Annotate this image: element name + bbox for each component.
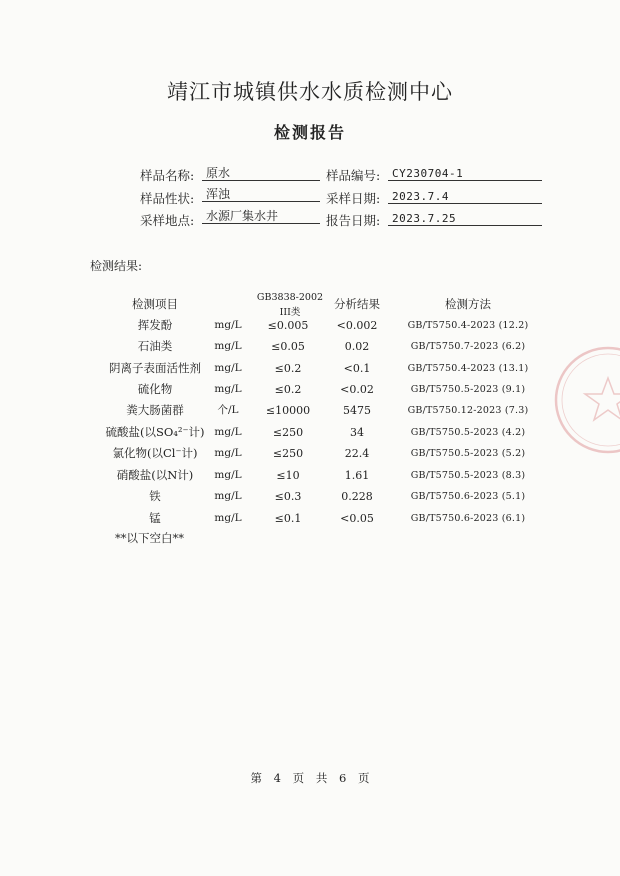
results-heading: 检测结果: [90, 259, 143, 273]
seal-stamp-icon [548, 340, 620, 460]
table-row [0, 315, 620, 336]
row-method: GB/T5750.7-2023 (6.2) [410, 341, 526, 352]
row-result: 34 [350, 426, 364, 439]
sampling-date-label: 采样日期: [326, 191, 381, 206]
row-result: 1.61 [344, 469, 370, 482]
table-row [0, 443, 620, 464]
header-item: 检测项目 [132, 297, 178, 311]
row-unit: mg/L [214, 319, 242, 331]
row-standard: ≤10 [276, 469, 300, 482]
row-unit: mg/L [214, 383, 242, 395]
table-row [0, 465, 620, 486]
row-item: 氯化物(以Cl⁻计) [112, 446, 198, 460]
row-unit: mg/L [214, 512, 242, 524]
table-row [0, 400, 620, 421]
row-item: 硫化物 [137, 382, 173, 396]
header-result: 分析结果 [334, 297, 380, 311]
row-method: GB/T5750.5-2023 (9.1) [410, 384, 526, 395]
blank-below-note: **以下空白** [115, 531, 184, 545]
table-row [0, 422, 620, 443]
row-result: 5475 [343, 404, 371, 417]
table-row [0, 508, 620, 529]
row-unit: mg/L [214, 362, 242, 374]
row-item: 挥发酚 [137, 318, 173, 332]
row-standard: ≤0.1 [274, 512, 302, 525]
row-result: 0.228 [341, 490, 373, 503]
sample-state-value: 浑浊 [202, 187, 320, 202]
header-standard-line2: III类 [279, 307, 301, 318]
row-result: <0.1 [343, 362, 371, 375]
row-standard: ≤250 [272, 447, 304, 460]
row-standard: ≤0.005 [267, 319, 309, 332]
row-result: 22.4 [344, 447, 370, 460]
row-method: GB/T5750.5-2023 (4.2) [410, 427, 526, 438]
row-result: <0.05 [340, 512, 374, 525]
row-method: GB/T5750.4-2023 (13.1) [407, 363, 529, 374]
sample-no-value: CY230704-1 [388, 166, 542, 181]
sample-name-label: 样品名称: [140, 168, 195, 183]
table-row [0, 336, 620, 357]
row-standard: ≤0.2 [274, 383, 302, 396]
table-row [0, 358, 620, 379]
row-method: GB/T5750.4-2023 (12.2) [407, 320, 529, 331]
row-method: GB/T5750.5-2023 (5.2) [410, 448, 526, 459]
row-standard: ≤0.2 [274, 362, 302, 375]
row-item: 阴离子表面活性剂 [109, 361, 201, 375]
row-unit: mg/L [214, 426, 242, 438]
row-result: 0.02 [344, 340, 370, 353]
row-unit: mg/L [214, 340, 242, 352]
organization-name: 靖江市城镇供水水质检测中心 [167, 80, 453, 104]
row-standard: ≤10000 [265, 404, 311, 417]
row-unit: mg/L [214, 490, 242, 502]
report-title: 检测报告 [273, 123, 346, 142]
row-standard: ≤0.05 [271, 340, 305, 353]
table-row [0, 486, 620, 507]
row-unit: 个/L [217, 404, 239, 416]
sampling-site-value: 水源厂集水井 [202, 209, 320, 224]
row-method: GB/T5750.5-2023 (8.3) [410, 470, 526, 481]
row-item: 石油类 [137, 339, 173, 353]
row-item: 粪大肠菌群 [126, 403, 184, 417]
sample-state-label: 样品性状: [140, 191, 195, 206]
sample-no-label: 样品编号: [326, 168, 381, 183]
table-row [0, 379, 620, 400]
header-method: 检测方法 [445, 297, 491, 311]
row-item: 硝酸盐(以N计) [116, 468, 194, 482]
header-standard-line1: GB3838-2002 [256, 292, 324, 303]
row-item: 锰 [149, 511, 161, 525]
row-method: GB/T5750.6-2023 (5.1) [410, 491, 526, 502]
row-result: <0.02 [340, 383, 374, 396]
row-unit: mg/L [214, 447, 242, 459]
row-standard: ≤0.3 [274, 490, 302, 503]
row-method: GB/T5750.12-2023 (7.3) [407, 405, 529, 416]
sampling-date-value: 2023.7.4 [388, 189, 542, 204]
row-result: <0.002 [336, 319, 378, 332]
sampling-site-label: 采样地点: [140, 213, 195, 228]
page-footer: 第 4 页 共 6 页 [250, 771, 370, 785]
row-item: 硫酸盐(以SO₄²⁻计) [105, 425, 205, 439]
row-unit: mg/L [214, 469, 242, 481]
row-standard: ≤250 [272, 426, 304, 439]
report-date-label: 报告日期: [326, 213, 381, 228]
row-method: GB/T5750.6-2023 (6.1) [410, 513, 526, 524]
row-item: 铁 [149, 489, 161, 503]
sample-name-value: 原水 [202, 166, 320, 181]
report-date-value: 2023.7.25 [388, 211, 542, 226]
